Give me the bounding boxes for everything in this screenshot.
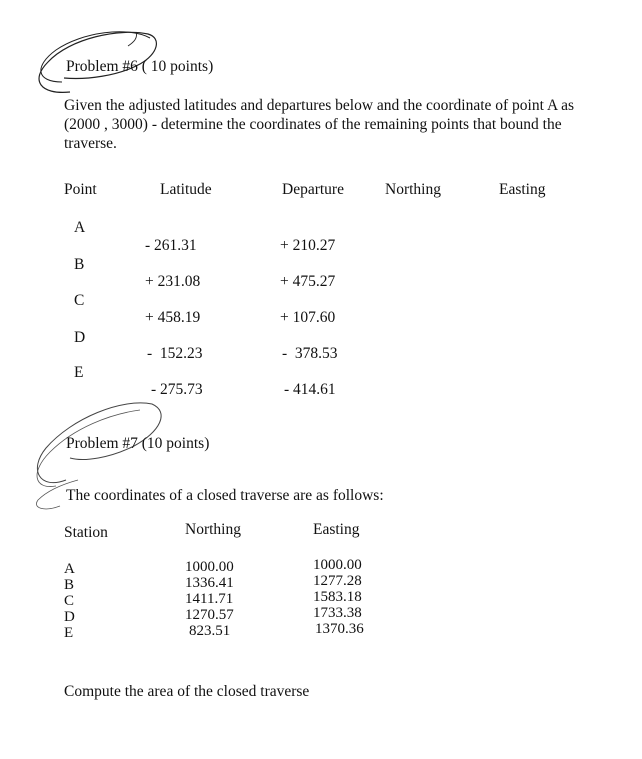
point-label: C bbox=[74, 292, 85, 309]
easting-value: 1000.00 bbox=[313, 557, 362, 573]
header-latitude: Latitude bbox=[160, 181, 212, 198]
easting-value: 1277.28 bbox=[313, 573, 362, 589]
departure-value: + 210.27 bbox=[280, 237, 336, 254]
header-easting: Easting bbox=[313, 521, 360, 538]
station-label: E bbox=[64, 625, 74, 641]
northing-value: 823.51 bbox=[189, 623, 231, 639]
point-label: E bbox=[74, 364, 84, 381]
header-station: Station bbox=[64, 524, 108, 541]
northing-value: 1411.71 bbox=[185, 591, 234, 607]
departure-value: - 414.61 bbox=[284, 381, 336, 398]
header-northing: Northing bbox=[185, 521, 241, 538]
problem-7-prompt: The coordinates of a closed traverse are as follows: bbox=[66, 487, 384, 504]
problem-6-heading: Problem #6 ( 10 points) bbox=[66, 58, 214, 75]
problem-7-instruction: Compute the area of the closed traverse bbox=[64, 683, 310, 700]
easting-value: 1583.18 bbox=[313, 589, 362, 605]
latitude-value: - 152.23 bbox=[147, 345, 203, 362]
problem-6-prompt: Given the adjusted latitudes and departures below and the coordinate of point A as (2000 , 3000) - determine the coordinates of the remaining points that bound the traverse. bbox=[64, 97, 575, 152]
easting-value: 1733.38 bbox=[313, 605, 362, 621]
latitude-value: + 458.19 bbox=[145, 309, 201, 326]
point-label: B bbox=[74, 256, 85, 273]
problem-7-heading: Problem #7 (10 points) bbox=[66, 435, 210, 452]
latitude-value: - 275.73 bbox=[151, 381, 203, 398]
latitude-value: + 231.08 bbox=[145, 273, 201, 290]
departure-value: + 107.60 bbox=[280, 309, 336, 326]
station-label: B bbox=[64, 577, 75, 593]
point-label: A bbox=[74, 219, 86, 236]
station-label: C bbox=[64, 593, 75, 609]
northing-value: 1336.41 bbox=[185, 575, 234, 591]
easting-value: 1370.36 bbox=[315, 621, 364, 637]
header-easting: Easting bbox=[499, 181, 546, 198]
header-northing: Northing bbox=[385, 181, 441, 198]
header-departure: Departure bbox=[282, 181, 344, 198]
latitude-value: - 261.31 bbox=[145, 237, 197, 254]
northing-value: 1000.00 bbox=[185, 559, 234, 575]
northing-value: 1270.57 bbox=[185, 607, 234, 623]
point-label: D bbox=[74, 329, 86, 346]
station-label: D bbox=[64, 609, 75, 625]
header-point: Point bbox=[64, 181, 97, 198]
departure-value: - 378.53 bbox=[282, 345, 338, 362]
station-label: A bbox=[64, 561, 75, 577]
departure-value: + 475.27 bbox=[280, 273, 336, 290]
